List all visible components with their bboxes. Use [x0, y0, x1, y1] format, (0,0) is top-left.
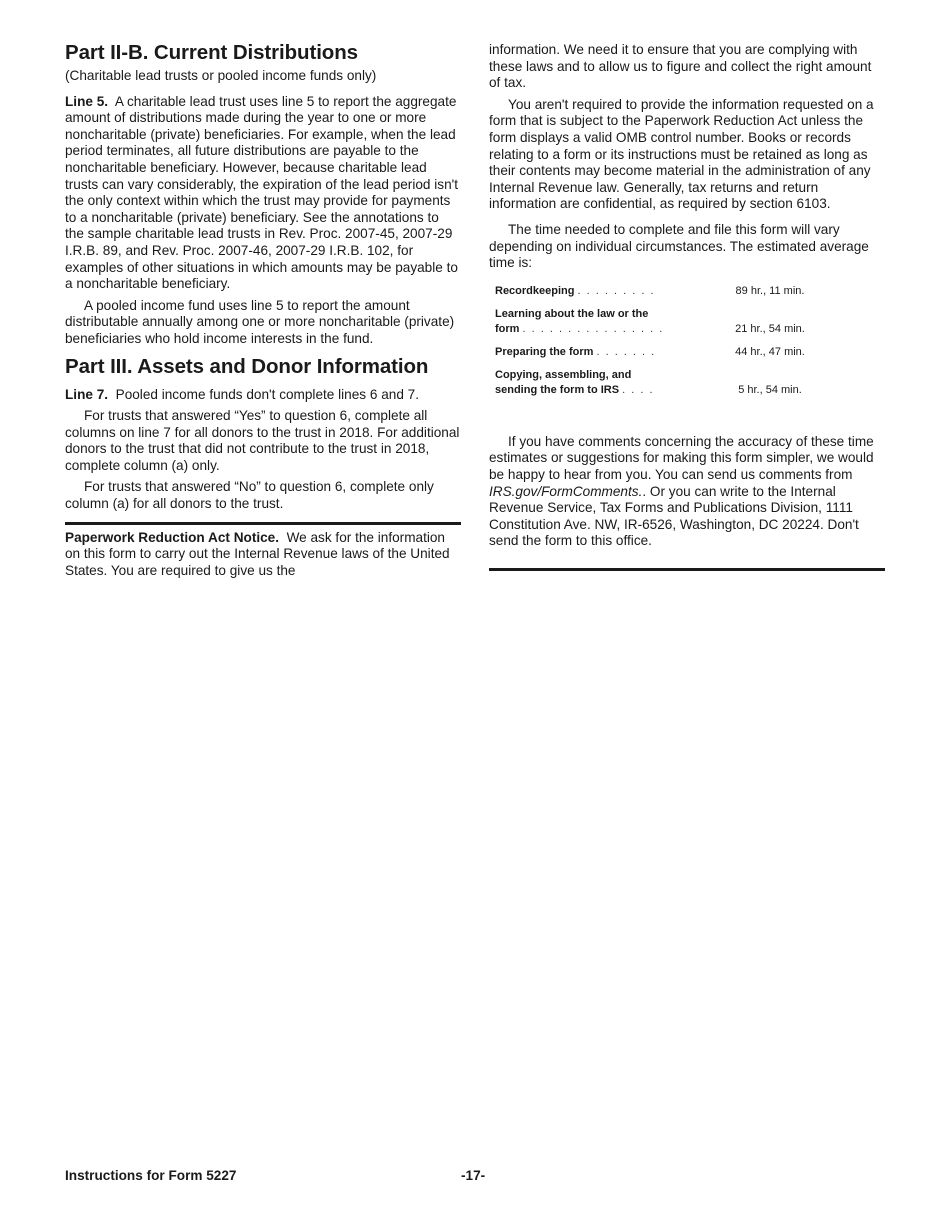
left-column — [65, 40, 461, 579]
heading-part-3: Part III. Assets and Donor Information — [65, 354, 429, 378]
right-column — [489, 40, 885, 571]
heading-part-2b: Part II-B. Current Distributions — [65, 41, 358, 64]
footer-form-title: Instructions for Form 5227 — [65, 1168, 237, 1183]
paperwork-notice-label: Paperwork Reduction Act Notice. — [65, 529, 280, 545]
time-row-value: 44 hr., 47 min. — [735, 345, 805, 358]
table-row — [495, 284, 825, 307]
comments-text-pre: If you have comments concerning the accuracy of these time estimates or suggestions for making this form simpler, we would be happy to hear from you. You can send us comments from — [489, 433, 874, 482]
subheading-part-2b: (Charitable lead trusts or pooled income funds only) — [65, 68, 377, 83]
paragraph-paperwork-notice — [65, 530, 461, 580]
time-row-value: 5 hr., 54 min. — [738, 383, 802, 396]
time-row-label: Preparing the form . . . . . . . — [495, 345, 656, 358]
divider-rule-right — [489, 568, 885, 571]
divider-rule — [65, 522, 461, 525]
line-7-label: Line 7. — [65, 386, 109, 402]
time-row-value: 21 hr., 54 min. — [735, 322, 805, 335]
time-estimate-table — [495, 284, 825, 406]
comments-text-post: . Or you can write to the Internal Revenue Service, Tax Forms and Publications Division, 1111 Constitution Ave. NW, IR-6526, Washington, DC 20224. Don't send the form to this office. — [489, 483, 859, 549]
paragraph-time-needed: The time needed to complete and file this form will vary depending on individual circumstances. The estimated average time is: — [489, 221, 869, 271]
time-row-label: Copying, assembling, and sending the form to IRS . . . . — [495, 368, 655, 396]
paragraph-comments — [489, 434, 885, 550]
time-row-value: 89 hr., 11 min. — [735, 284, 805, 297]
form-comments-link[interactable]: IRS.gov/FormComments. — [489, 483, 643, 499]
table-row — [495, 345, 825, 368]
time-row-label: Recordkeeping . . . . . . . . . — [495, 284, 655, 297]
paragraph-pooled-income: A pooled income fund uses line 5 to report the amount distributable annually among one or more noncharitable (private) beneficiaries who hold income interests in the fund. — [65, 297, 455, 346]
paragraph-line-7 — [65, 387, 461, 404]
line-5-label: Line 5. — [65, 93, 109, 109]
line-7-text: Pooled income funds don't complete lines 6 and 7. — [115, 386, 419, 402]
time-row-label: Learning about the law or the form . . . . . . . . . . . . . . . . — [495, 307, 664, 335]
paragraph-line-5 — [65, 94, 461, 293]
paperwork-notice-text: We ask for the information on this form to carry out the Internal Revenue laws of the United States. You are required to give us the — [65, 529, 450, 578]
paragraph-no-answer: For trusts that answered “No” to question 6, complete only column (a) for all donors to the trust. — [65, 479, 434, 512]
line-5-text: A charitable lead trust uses line 5 to report the aggregate amount of distributions made during the year to one or more noncharitable (private) beneficiaries. For example, when the lead period terminates, all future distributions are payable to the noncharitable beneficiary. However, because charitable lead trusts can vary considerably, the expiration of the lead period isn't the only context within which the trust may provide for payments to a noncharitable (private) beneficiary. See the annotations to the sample charitable lead trusts in Rev. Proc. 2007-45, 2007-29 I.R.B. 89, and Rev. Proc. 2007-46, 2007-29 I.R.B. 102, for examples of other situations in which amounts may be payable to a noncharitable beneficiary. — [65, 93, 458, 292]
table-row — [495, 307, 825, 345]
table-row — [495, 368, 825, 406]
paragraph-omb: You aren't required to provide the information requested on a form that is subject to the Paperwork Reduction Act unless the form displays a valid OMB control number. Books or records relating to a form or its instructions must be retained as long as their contents may become material in the administration of any Internal Revenue law. Generally, tax returns and return information are confidential, as required by section 6103. — [489, 96, 874, 212]
paragraph-continued: information. We need it to ensure that you are complying with these laws and to allow us to figure and collect the right amount of tax. — [489, 42, 872, 91]
footer-page-number: -17- — [461, 1168, 486, 1183]
paragraph-yes-answer: For trusts that answered “Yes” to question 6, complete all columns on line 7 for all donors to the trust in 2018. For additional donors to the trust that did not contribute to the trust in 2018, complete column (a) only. — [65, 408, 460, 473]
